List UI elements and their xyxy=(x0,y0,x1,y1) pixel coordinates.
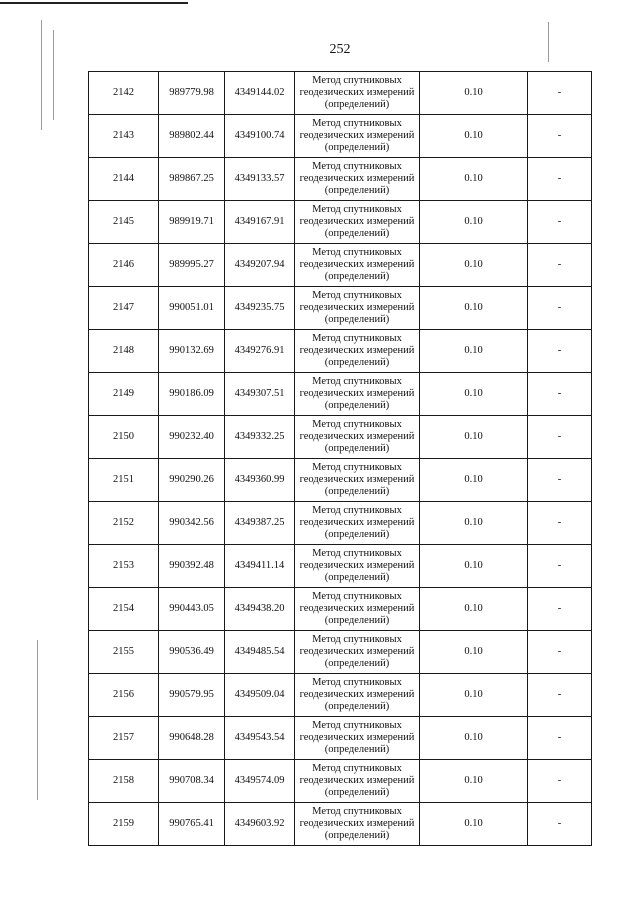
method-line: Метод спутниковых xyxy=(312,247,402,258)
method-cell xyxy=(295,72,420,115)
accuracy-cell: 0.10 xyxy=(420,760,528,803)
method-line: геодезических измерений xyxy=(299,259,415,270)
method-cell xyxy=(295,760,420,803)
method-line: Метод спутниковых xyxy=(312,548,402,559)
method-line: (определений) xyxy=(324,787,390,798)
method-line: (определений) xyxy=(324,529,390,540)
method-line: геодезических измерений xyxy=(299,216,415,227)
description-cell: - xyxy=(528,588,592,631)
description-cell: - xyxy=(528,545,592,588)
method-line: (определений) xyxy=(324,486,390,497)
method-cell xyxy=(295,287,420,330)
scan-artifact-line xyxy=(37,640,38,800)
method-cell xyxy=(295,244,420,287)
method-line: геодезических измерений xyxy=(299,775,415,786)
method-line: (определений) xyxy=(324,658,390,669)
point-number-cell: 2143 xyxy=(89,115,159,158)
y-coordinate-cell: 4349485.54 xyxy=(225,631,295,674)
method-line: Метод спутниковых xyxy=(312,591,402,602)
y-coordinate-cell: 4349207.94 xyxy=(225,244,295,287)
method-line: (определений) xyxy=(324,744,390,755)
accuracy-cell: 0.10 xyxy=(420,201,528,244)
description-cell: - xyxy=(528,717,592,760)
method-line: геодезических измерений xyxy=(299,173,415,184)
accuracy-cell: 0.10 xyxy=(420,502,528,545)
x-coordinate-cell: 990579.95 xyxy=(159,674,225,717)
description-cell: - xyxy=(528,631,592,674)
method-line: геодезических измерений xyxy=(299,302,415,313)
accuracy-cell: 0.10 xyxy=(420,588,528,631)
x-coordinate-cell: 990342.56 xyxy=(159,502,225,545)
table-row xyxy=(89,631,592,674)
y-coordinate-cell: 4349167.91 xyxy=(225,201,295,244)
y-coordinate-cell: 4349307.51 xyxy=(225,373,295,416)
method-line: геодезических измерений xyxy=(299,431,415,442)
method-cell xyxy=(295,502,420,545)
method-line: геодезических измерений xyxy=(299,388,415,399)
point-number-cell: 2159 xyxy=(89,803,159,846)
accuracy-cell: 0.10 xyxy=(420,373,528,416)
method-line: геодезических измерений xyxy=(299,560,415,571)
coordinates-table xyxy=(88,71,592,846)
method-line: Метод спутниковых xyxy=(312,75,402,86)
table-row xyxy=(89,459,592,502)
page-number: 252 xyxy=(329,42,351,57)
accuracy-cell: 0.10 xyxy=(420,545,528,588)
x-coordinate-cell: 990186.09 xyxy=(159,373,225,416)
method-line: Метод спутниковых xyxy=(312,204,402,215)
table-row xyxy=(89,330,592,373)
method-line: геодезических измерений xyxy=(299,818,415,829)
method-line: геодезических измерений xyxy=(299,732,415,743)
description-cell: - xyxy=(528,760,592,803)
accuracy-cell: 0.10 xyxy=(420,674,528,717)
method-line: (определений) xyxy=(324,357,390,368)
method-line: (определений) xyxy=(324,615,390,626)
table-row xyxy=(89,760,592,803)
method-line: геодезических измерений xyxy=(299,517,415,528)
method-cell xyxy=(295,545,420,588)
point-number-cell: 2148 xyxy=(89,330,159,373)
method-cell xyxy=(295,416,420,459)
description-cell: - xyxy=(528,416,592,459)
point-number-cell: 2146 xyxy=(89,244,159,287)
y-coordinate-cell: 4349438.20 xyxy=(225,588,295,631)
method-cell xyxy=(295,115,420,158)
method-line: геодезических измерений xyxy=(299,689,415,700)
table-row xyxy=(89,674,592,717)
method-line: (определений) xyxy=(324,142,390,153)
y-coordinate-cell: 4349509.04 xyxy=(225,674,295,717)
x-coordinate-cell: 989779.98 xyxy=(159,72,225,115)
x-coordinate-cell: 990132.69 xyxy=(159,330,225,373)
x-coordinate-cell: 990232.40 xyxy=(159,416,225,459)
description-cell: - xyxy=(528,502,592,545)
method-cell xyxy=(295,631,420,674)
description-cell: - xyxy=(528,674,592,717)
x-coordinate-cell: 990536.49 xyxy=(159,631,225,674)
description-cell: - xyxy=(528,459,592,502)
description-cell: - xyxy=(528,72,592,115)
method-line: Метод спутниковых xyxy=(312,677,402,688)
method-line: (определений) xyxy=(324,271,390,282)
method-cell xyxy=(295,803,420,846)
method-line: Метод спутниковых xyxy=(312,720,402,731)
accuracy-cell: 0.10 xyxy=(420,330,528,373)
accuracy-cell: 0.10 xyxy=(420,115,528,158)
x-coordinate-cell: 990443.05 xyxy=(159,588,225,631)
y-coordinate-cell: 4349332.25 xyxy=(225,416,295,459)
table-row xyxy=(89,72,592,115)
point-number-cell: 2149 xyxy=(89,373,159,416)
description-cell: - xyxy=(528,373,592,416)
point-number-cell: 2156 xyxy=(89,674,159,717)
accuracy-cell: 0.10 xyxy=(420,72,528,115)
description-cell: - xyxy=(528,244,592,287)
method-cell xyxy=(295,717,420,760)
y-coordinate-cell: 4349144.02 xyxy=(225,72,295,115)
table-row xyxy=(89,373,592,416)
description-cell: - xyxy=(528,158,592,201)
y-coordinate-cell: 4349603.92 xyxy=(225,803,295,846)
point-number-cell: 2142 xyxy=(89,72,159,115)
accuracy-cell: 0.10 xyxy=(420,416,528,459)
scan-artifact-line xyxy=(41,20,42,130)
method-line: Метод спутниковых xyxy=(312,763,402,774)
description-cell: - xyxy=(528,287,592,330)
point-number-cell: 2145 xyxy=(89,201,159,244)
y-coordinate-cell: 4349574.09 xyxy=(225,760,295,803)
y-coordinate-cell: 4349360.99 xyxy=(225,459,295,502)
point-number-cell: 2144 xyxy=(89,158,159,201)
point-number-cell: 2153 xyxy=(89,545,159,588)
point-number-cell: 2154 xyxy=(89,588,159,631)
x-coordinate-cell: 989867.25 xyxy=(159,158,225,201)
y-coordinate-cell: 4349133.57 xyxy=(225,158,295,201)
point-number-cell: 2151 xyxy=(89,459,159,502)
method-cell xyxy=(295,459,420,502)
method-line: геодезических измерений xyxy=(299,474,415,485)
x-coordinate-cell: 989802.44 xyxy=(159,115,225,158)
table-row xyxy=(89,201,592,244)
method-line: (определений) xyxy=(324,701,390,712)
method-line: Метод спутниковых xyxy=(312,118,402,129)
accuracy-cell: 0.10 xyxy=(420,287,528,330)
table-row xyxy=(89,158,592,201)
method-line: Метод спутниковых xyxy=(312,419,402,430)
table-row xyxy=(89,545,592,588)
table-row xyxy=(89,803,592,846)
method-line: Метод спутниковых xyxy=(312,806,402,817)
y-coordinate-cell: 4349276.91 xyxy=(225,330,295,373)
table-row xyxy=(89,287,592,330)
table-row xyxy=(89,502,592,545)
table-row xyxy=(89,588,592,631)
method-cell xyxy=(295,330,420,373)
y-coordinate-cell: 4349235.75 xyxy=(225,287,295,330)
method-line: (определений) xyxy=(324,400,390,411)
accuracy-cell: 0.10 xyxy=(420,158,528,201)
method-line: Метод спутниковых xyxy=(312,505,402,516)
x-coordinate-cell: 990765.41 xyxy=(159,803,225,846)
table-row xyxy=(89,244,592,287)
method-line: (определений) xyxy=(324,185,390,196)
x-coordinate-cell: 989995.27 xyxy=(159,244,225,287)
method-line: (определений) xyxy=(324,572,390,583)
method-cell xyxy=(295,588,420,631)
point-number-cell: 2152 xyxy=(89,502,159,545)
description-cell: - xyxy=(528,201,592,244)
accuracy-cell: 0.10 xyxy=(420,717,528,760)
accuracy-cell: 0.10 xyxy=(420,244,528,287)
method-line: Метод спутниковых xyxy=(312,333,402,344)
point-number-cell: 2147 xyxy=(89,287,159,330)
accuracy-cell: 0.10 xyxy=(420,631,528,674)
table-body xyxy=(89,72,592,846)
y-coordinate-cell: 4349100.74 xyxy=(225,115,295,158)
method-cell xyxy=(295,201,420,244)
x-coordinate-cell: 990290.26 xyxy=(159,459,225,502)
y-coordinate-cell: 4349411.14 xyxy=(225,545,295,588)
accuracy-cell: 0.10 xyxy=(420,803,528,846)
y-coordinate-cell: 4349387.25 xyxy=(225,502,295,545)
description-cell: - xyxy=(528,803,592,846)
point-number-cell: 2150 xyxy=(89,416,159,459)
accuracy-cell: 0.10 xyxy=(420,459,528,502)
method-line: Метод спутниковых xyxy=(312,161,402,172)
point-number-cell: 2158 xyxy=(89,760,159,803)
method-line: Метод спутниковых xyxy=(312,376,402,387)
method-line: геодезических измерений xyxy=(299,130,415,141)
method-line: геодезических измерений xyxy=(299,646,415,657)
method-line: Метод спутниковых xyxy=(312,290,402,301)
table-row xyxy=(89,717,592,760)
x-coordinate-cell: 990392.48 xyxy=(159,545,225,588)
table-row xyxy=(89,115,592,158)
description-cell: - xyxy=(528,330,592,373)
y-coordinate-cell: 4349543.54 xyxy=(225,717,295,760)
header-rule xyxy=(0,2,188,4)
method-line: Метод спутниковых xyxy=(312,634,402,645)
x-coordinate-cell: 989919.71 xyxy=(159,201,225,244)
method-line: (определений) xyxy=(324,830,390,841)
method-cell xyxy=(295,373,420,416)
method-line: (определений) xyxy=(324,99,390,110)
point-number-cell: 2157 xyxy=(89,717,159,760)
method-line: (определений) xyxy=(324,314,390,325)
x-coordinate-cell: 990051.01 xyxy=(159,287,225,330)
method-line: Метод спутниковых xyxy=(312,462,402,473)
method-line: геодезических измерений xyxy=(299,345,415,356)
method-line: геодезических измерений xyxy=(299,87,415,98)
x-coordinate-cell: 990708.34 xyxy=(159,760,225,803)
method-cell xyxy=(295,674,420,717)
point-number-cell: 2155 xyxy=(89,631,159,674)
method-cell xyxy=(295,158,420,201)
method-line: (определений) xyxy=(324,228,390,239)
method-line: геодезических измерений xyxy=(299,603,415,614)
table-row xyxy=(89,416,592,459)
method-line: (определений) xyxy=(324,443,390,454)
x-coordinate-cell: 990648.28 xyxy=(159,717,225,760)
description-cell: - xyxy=(528,115,592,158)
